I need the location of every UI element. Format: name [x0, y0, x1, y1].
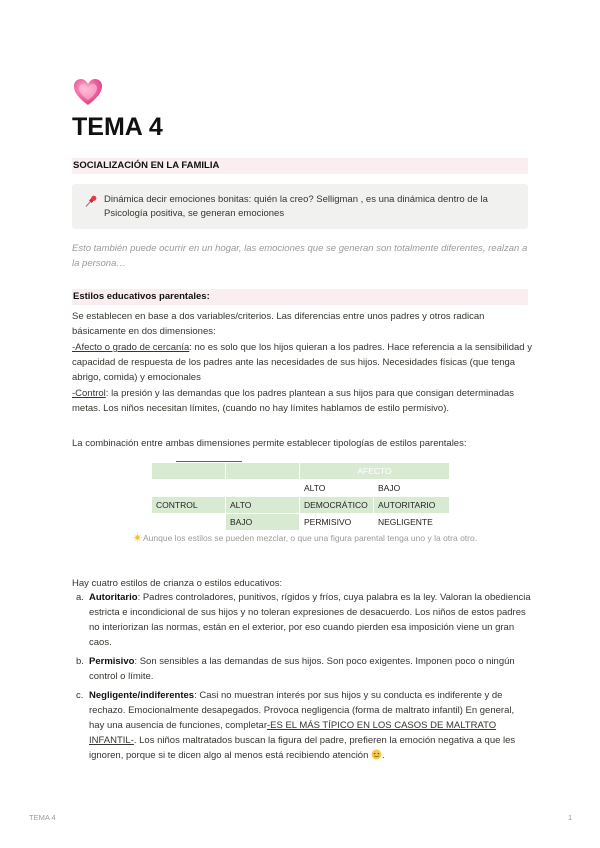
styles-list [72, 590, 532, 767]
style-name: Autoritario [89, 592, 138, 603]
caption-text: Aunque los estilos se pueden mezclar, o que una figura parental tenga uno y la otra otro. [143, 533, 478, 543]
callout-box [72, 184, 528, 229]
section-heading-estilos: Estilos educativos parentales: [72, 289, 528, 305]
list-item [72, 654, 532, 684]
table-cell-democratico: DEMOCRÁTICO [300, 497, 374, 514]
table-header-afecto: AFECTO [300, 463, 450, 480]
table-cell-empty [152, 514, 226, 531]
parenting-styles-table [151, 462, 449, 530]
sun-icon [133, 533, 142, 542]
combination-paragraph: La combinación entre ambas dimensiones permite establecer tipologías de estilos parentales: [72, 438, 467, 449]
style-text: : Casi no muestran interés por sus hijos y su conducta es indiferente y de rechazo. Emocionalmente desapegados. Provoca negligencia (forma de maltrato infantil) En general, hay una ausencia de funciones, completar [89, 690, 515, 731]
list-marker: a. [76, 592, 84, 603]
list-marker: b. [76, 656, 84, 667]
footer-page-title: TEMA 4 [29, 813, 56, 822]
list-item [72, 590, 532, 650]
face-emoji-icon [371, 749, 382, 760]
intro-paragraph: Se establecen en base a dos variables/criterios. Las diferencias entre unos padres y otros radican básicamente en dos dimensiones: [72, 311, 485, 337]
style-name: Permisivo [89, 656, 135, 667]
table-cell-empty [226, 480, 300, 497]
table-cell-autoritario: AUTORITARIO [374, 497, 450, 514]
style-text: : Padres controladores, punitivos, rígidos y fríos, cuya palabra es la ley. Valoran la obediencia estricta e incondicional de sus hijos y no toleran expresiones de desacuerdo. Los niños de estos padres no interiorizan las normas, están en el exterior, por eso cuando pierden esa imposición viene un gran caos. [89, 592, 531, 648]
footer-page-number: 1 [568, 813, 573, 822]
style-text: : Son sensibles a las demandas de sus hijos. Son poco exigentes. Imponen poco o ningún control o límite. [89, 656, 515, 682]
list-item: c. Negligente/indiferentes: Casi no muestran interés por sus hijos y su conducta es indiferente y de rechazo. Emocionalmente desapegados. Provoca negligencia (forma de maltrato infantil) En general, hay una ausencia de funciones, completar-ES EL MÁS TÍPICO EN LOS CASOS DE MALTRATO INFANTIL-. Los niños maltratados buscan la figura del padre, prefieren la emoción negativa a que les ignoren, porque si te dicen algo al menos está recibiendo atención . [76, 690, 516, 761]
callout-text: Dinámica decir emociones bonitas: quién la creo? Selligman , es una dinámica dentro de la Psicología positiva, se generan emociones [104, 194, 488, 219]
table-header-control: CONTROL [152, 497, 226, 514]
table-header-bajo: BAJO [374, 480, 450, 497]
styles-intro: Hay cuatro estilos de crianza o estilos educativos: [72, 578, 283, 589]
table-cell-negligente: NEGLIGENTE [374, 514, 450, 531]
sparkling-heart-icon [72, 76, 104, 108]
table-cell-permisivo: PERMISIVO [300, 514, 374, 531]
list-marker: c. [76, 690, 84, 701]
italic-note: Esto también puede ocurrir en un hogar, las emociones que se generan son totalmente diferentes, realzan a la persona… [72, 243, 528, 269]
control-paragraph [72, 386, 532, 416]
table-decoration-line [176, 461, 242, 462]
afecto-text: : no es solo que los hijos quieran a los padres. Hace referencia a la sensibilidad y capacidad de respuesta de los padres ante las necesidades de sus hijos. Necesidades físicas (que tenga abrigo, comida) y emocionales [72, 342, 532, 383]
afecto-paragraph [72, 340, 532, 385]
page-title: TEMA 4 [72, 113, 163, 141]
table-caption [133, 533, 477, 543]
style-text-continued: . Los niños maltratados buscan la figura del padre, prefieren la emoción negativa a que les ignoren, porque si te dicen algo al menos está recibiendo atención [89, 735, 516, 761]
table-cell-empty [152, 480, 226, 497]
table-row-alto: ALTO [226, 497, 300, 514]
control-text: : la presión y las demandas que los padres plantean a sus hijos para que consigan determinadas metas. Los niños necesitan límites, (cuando no hay límites hablamos de estilo permisivo). [72, 388, 515, 414]
control-term: -Control [72, 388, 106, 399]
pushpin-icon [84, 194, 98, 208]
style-name: Negligente/indiferentes [89, 690, 195, 701]
table-cell-empty [152, 463, 226, 480]
section-heading-socializacion: SOCIALIZACIÓN EN LA FAMILIA [72, 158, 528, 174]
table-cell-empty [226, 463, 300, 480]
table-row-bajo: BAJO [226, 514, 300, 531]
style-underlined-text: -ES EL MÁS TÍPICO EN LOS CASOS DE MALTRATO INFANTIL- [89, 720, 497, 746]
afecto-term: -Afecto o grado de cercanía [72, 342, 190, 353]
table-header-alto: ALTO [300, 480, 374, 497]
